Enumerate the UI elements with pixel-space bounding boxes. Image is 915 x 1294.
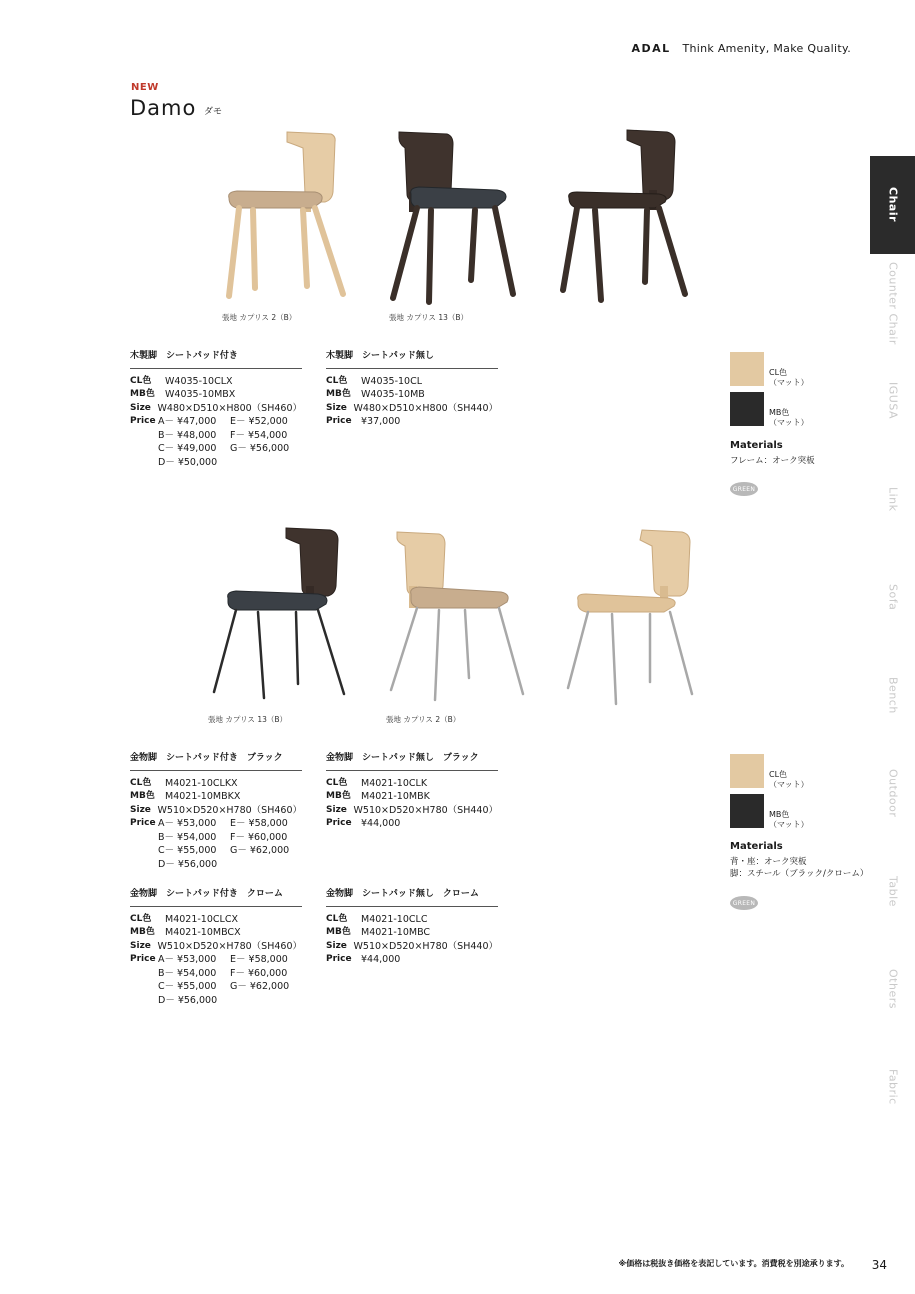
- spec-row-size: Size W480×D510×H800（SH440）: [326, 402, 498, 414]
- chair-wood-dark-nopad-image: [555, 126, 695, 304]
- materials-text: フレーム：オーク突板: [730, 456, 815, 466]
- spec-wood-pad: [130, 350, 302, 469]
- side-tab-igusa[interactable]: IGUSA: [886, 382, 900, 420]
- price-grid: A－ ¥53,000 E－ ¥58,000 B－ ¥54,000 F－ ¥60,000 C－ ¥55,000 G－ ¥62,000 D－ ¥56,000: [158, 954, 290, 1006]
- swatch-oak: [730, 754, 764, 788]
- swatch-dark: [730, 392, 764, 426]
- caption-1: 張地 カプリス 2（B）: [222, 313, 297, 322]
- swatch-oak: [730, 352, 764, 386]
- swatch-mb-label: MB色 （マット）: [769, 408, 809, 427]
- side-tab-chair[interactable]: Chair: [870, 156, 915, 254]
- chair-metal-black-pad-image: [206, 526, 351, 702]
- side-tab-link[interactable]: Link: [886, 486, 900, 512]
- chair-metal-chrome-nopad-image: [562, 528, 707, 708]
- spec-row-mb: MB色 M4021-10MBCX: [130, 927, 241, 938]
- green-mark-icon: GREEN: [730, 896, 758, 910]
- spec-row-cl: CL色 M4021-10CLCX: [130, 913, 238, 925]
- spec-row-cl: CL色 W4035-10CL: [326, 375, 423, 387]
- spec-row-cl: CL色 W4035-10CLX: [130, 375, 233, 387]
- side-tab-table[interactable]: Table: [886, 875, 900, 907]
- spec-row-mb: MB色 M4021-10MBK: [326, 791, 430, 802]
- spec-row-mb: MB色 W4035-10MBX: [130, 389, 236, 400]
- spec-row-price: Price A－ ¥53,000 E－ ¥58,000 B－ ¥54,000 F－ ¥60,000 C－ ¥55,000 G－ ¥62,000 D－ ¥56,000: [130, 817, 302, 871]
- spec-row-price: Price A－ ¥47,000 E－ ¥52,000 B－ ¥48,000 F－ ¥54,000 C－ ¥49,000 G－ ¥56,000 D－ ¥50,000: [130, 415, 302, 469]
- page-number: 34: [871, 1258, 887, 1272]
- brand-header: [631, 42, 851, 55]
- chair-wood-oak-pad-image: [215, 128, 350, 300]
- spec-wood-nopad: [326, 350, 498, 429]
- materials-text: 背・座：オーク突板 脚：スチール（ブラック/クローム）: [730, 857, 869, 879]
- spec-row-size: Size W510×D520×H780（SH460）: [130, 940, 302, 952]
- spec-row-cl: CL色 M4021-10CLKX: [130, 777, 238, 789]
- spec-row-price: Price ¥44,000: [326, 954, 401, 965]
- spec-row-size: Size W480×D510×H800（SH460）: [130, 402, 302, 414]
- caption-2: 張地 カプリス 13（B）: [389, 313, 469, 322]
- brand-logo: ADAL: [631, 42, 671, 55]
- spec-heading: 木製脚 シートパッド付き: [130, 350, 302, 369]
- swatch-cl-label: CL色 （マット）: [769, 770, 809, 789]
- tax-footnote: ※価格は税抜き価格を表記しています。消費税を別途承ります。: [618, 1259, 849, 1268]
- spec-row-cl: CL色 M4021-10CLC: [326, 913, 428, 925]
- swatch-cl-label: CL色 （マット）: [769, 368, 809, 387]
- product-title: Damo: [130, 96, 197, 120]
- spec-metal-pad-chrome: [130, 888, 302, 1007]
- spec-row-cl: CL色 M4021-10CLK: [326, 777, 428, 789]
- side-tab-outdoor[interactable]: Outdoor: [886, 768, 900, 818]
- spec-row-mb: MB色 M4021-10MBKX: [130, 791, 241, 802]
- spec-heading: 金物脚 シートパッド無し クローム: [326, 888, 498, 907]
- side-tab-fabric[interactable]: Fabric: [886, 1069, 900, 1105]
- spec-row-price: Price ¥37,000: [326, 416, 401, 427]
- green-mark-icon: GREEN: [730, 482, 758, 496]
- spec-row-mb: MB色 W4035-10MB: [326, 389, 425, 400]
- chair-metal-chrome-pad-image: [383, 528, 528, 704]
- caption-3: 張地 カプリス 13（B）: [208, 715, 288, 724]
- spec-row-size: Size W510×D520×H780（SH440）: [326, 940, 498, 952]
- spec-heading: 木製脚 シートパッド無し: [326, 350, 498, 369]
- caption-4: 張地 カプリス 2（B）: [386, 715, 461, 724]
- side-tab-others[interactable]: Others: [886, 969, 900, 1009]
- materials-title: Materials: [730, 841, 783, 852]
- chair-wood-dark-pad-image: [385, 128, 525, 306]
- spec-metal-pad-black: [130, 752, 302, 871]
- spec-row-price: Price A－ ¥53,000 E－ ¥58,000 B－ ¥54,000 F－ ¥60,000 C－ ¥55,000 G－ ¥62,000 D－ ¥56,000: [130, 953, 302, 1007]
- spec-metal-nopad-chrome: [326, 888, 498, 967]
- new-badge: NEW: [131, 82, 159, 93]
- price-grid: A－ ¥53,000 E－ ¥58,000 B－ ¥54,000 F－ ¥60,000 C－ ¥55,000 G－ ¥62,000 D－ ¥56,000: [158, 818, 290, 870]
- side-tab-sofa[interactable]: Sofa: [886, 583, 900, 611]
- spec-row-size: Size W510×D520×H780（SH440）: [326, 804, 498, 816]
- swatch-dark: [730, 794, 764, 828]
- side-tab-bench[interactable]: Bench: [886, 676, 900, 714]
- spec-heading: 金物脚 シートパッド付き クローム: [130, 888, 302, 907]
- swatch-mb-label: MB色 （マット）: [769, 810, 809, 829]
- product-kana: ダモ: [204, 107, 223, 117]
- spec-heading: 金物脚 シートパッド付き ブラック: [130, 752, 302, 771]
- spec-metal-nopad-black: [326, 752, 498, 831]
- spec-heading: 金物脚 シートパッド無し ブラック: [326, 752, 498, 771]
- price-grid: A－ ¥47,000 E－ ¥52,000 B－ ¥48,000 F－ ¥54,000 C－ ¥49,000 G－ ¥56,000 D－ ¥50,000: [158, 416, 290, 468]
- spec-row-price: Price ¥44,000: [326, 818, 401, 829]
- spec-row-mb: MB色 M4021-10MBC: [326, 927, 431, 938]
- materials-title: Materials: [730, 440, 783, 451]
- side-tab-counter-chair[interactable]: Counter Chair: [886, 261, 900, 345]
- brand-tagline: Think Amenity, Make Quality.: [682, 42, 851, 55]
- spec-row-size: Size W510×D520×H780（SH460）: [130, 804, 302, 816]
